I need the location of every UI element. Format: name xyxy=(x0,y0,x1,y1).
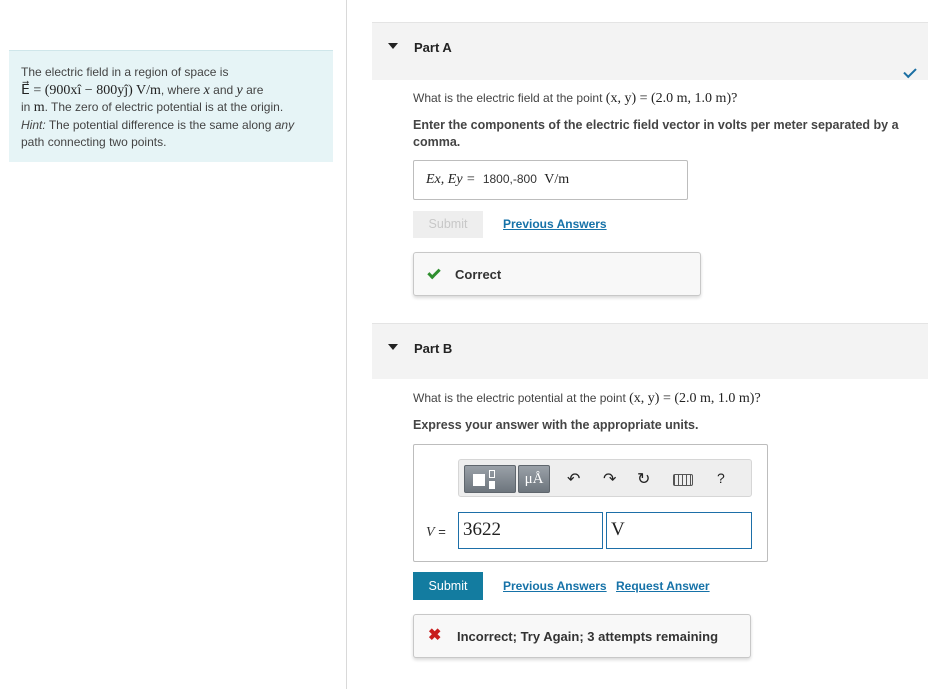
answer-unit: V/m xyxy=(544,172,570,187)
unit-input[interactable]: V xyxy=(606,512,752,549)
collapse-triangle-icon[interactable] xyxy=(388,344,398,350)
units-icon[interactable]: μÅ xyxy=(518,465,550,493)
part-a-answer-box xyxy=(413,160,688,200)
hint-any: any xyxy=(274,117,295,132)
part-b-instruction: Express your answer with the appropriate units. xyxy=(413,418,699,432)
hint-text-end: path connecting two points. xyxy=(21,135,167,149)
problem-intro: The electric field in a region of space is xyxy=(21,65,229,79)
hint-label: Hint: xyxy=(21,117,46,132)
part-a-question-text: What is the electric field at the point xyxy=(413,91,603,105)
hint-text: The potential difference is the same along xyxy=(48,117,272,132)
part-a-feedback-text: Correct xyxy=(455,267,502,282)
problem-in: in xyxy=(21,100,31,114)
part-b-previous-answers-link[interactable]: Previous Answers xyxy=(503,579,607,593)
request-answer-link[interactable]: Request Answer xyxy=(616,579,710,593)
problem-are: are xyxy=(246,82,264,97)
help-icon[interactable]: ? xyxy=(717,470,725,486)
part-b-submit-button[interactable]: Submit xyxy=(413,572,483,600)
part-b-title: Part B xyxy=(414,341,453,356)
column-divider xyxy=(346,0,347,689)
part-a-header[interactable] xyxy=(372,22,928,80)
part-a-instruction: Enter the components of the electric field vector in volts per meter separated by a comma. xyxy=(413,118,899,149)
reset-icon[interactable]: ↻ xyxy=(637,471,651,488)
value-input[interactable]: 3622 xyxy=(458,512,603,549)
field-expression: E⃗ = (900xî − 800yĵ) V/m xyxy=(21,82,161,98)
part-a-feedback xyxy=(413,252,701,296)
answer-label: Ex, Ey = xyxy=(426,172,476,187)
part-a-question xyxy=(413,91,737,107)
problem-statement xyxy=(9,50,333,162)
part-a-submit-button[interactable]: Submit xyxy=(413,211,483,238)
part-b-question xyxy=(413,391,761,407)
incorrect-x-icon: ✖ xyxy=(428,627,442,644)
collapse-triangle-icon[interactable] xyxy=(388,43,398,49)
completed-check-icon xyxy=(903,65,916,78)
problem-where: , where xyxy=(160,82,201,97)
templates-icon[interactable] xyxy=(464,465,516,493)
equals-sign: = xyxy=(438,524,446,539)
var-y: y xyxy=(236,82,243,98)
undo-icon[interactable]: ↶ xyxy=(567,471,581,488)
variable-label xyxy=(426,524,446,541)
part-b-feedback-text: Incorrect; Try Again; 3 attempts remaining xyxy=(457,629,719,644)
variable-v: V xyxy=(426,525,435,540)
part-b-answer-box xyxy=(413,444,768,562)
keyboard-icon[interactable] xyxy=(673,474,693,486)
answer-value: 1800,-800 xyxy=(482,172,537,186)
part-a-point: (x, y) = (2.0 m, 1.0 m)? xyxy=(605,91,738,106)
part-a-previous-answers-link[interactable]: Previous Answers xyxy=(503,217,607,231)
part-b-question-text: What is the electric potential at the point xyxy=(413,391,626,405)
part-a-title: Part A xyxy=(414,40,452,55)
var-x: x xyxy=(203,82,210,98)
part-b-feedback xyxy=(413,614,751,658)
problem-zero-potential: . The zero of electric potential is at the origin. xyxy=(44,100,284,114)
problem-and: and xyxy=(213,82,234,97)
part-b-header[interactable] xyxy=(372,323,928,379)
unit-m: m xyxy=(33,100,45,115)
redo-icon[interactable]: ↷ xyxy=(603,471,617,488)
correct-check-icon xyxy=(428,267,440,276)
part-b-point: (x, y) = (2.0 m, 1.0 m)? xyxy=(629,391,761,406)
math-toolbar xyxy=(458,459,752,497)
